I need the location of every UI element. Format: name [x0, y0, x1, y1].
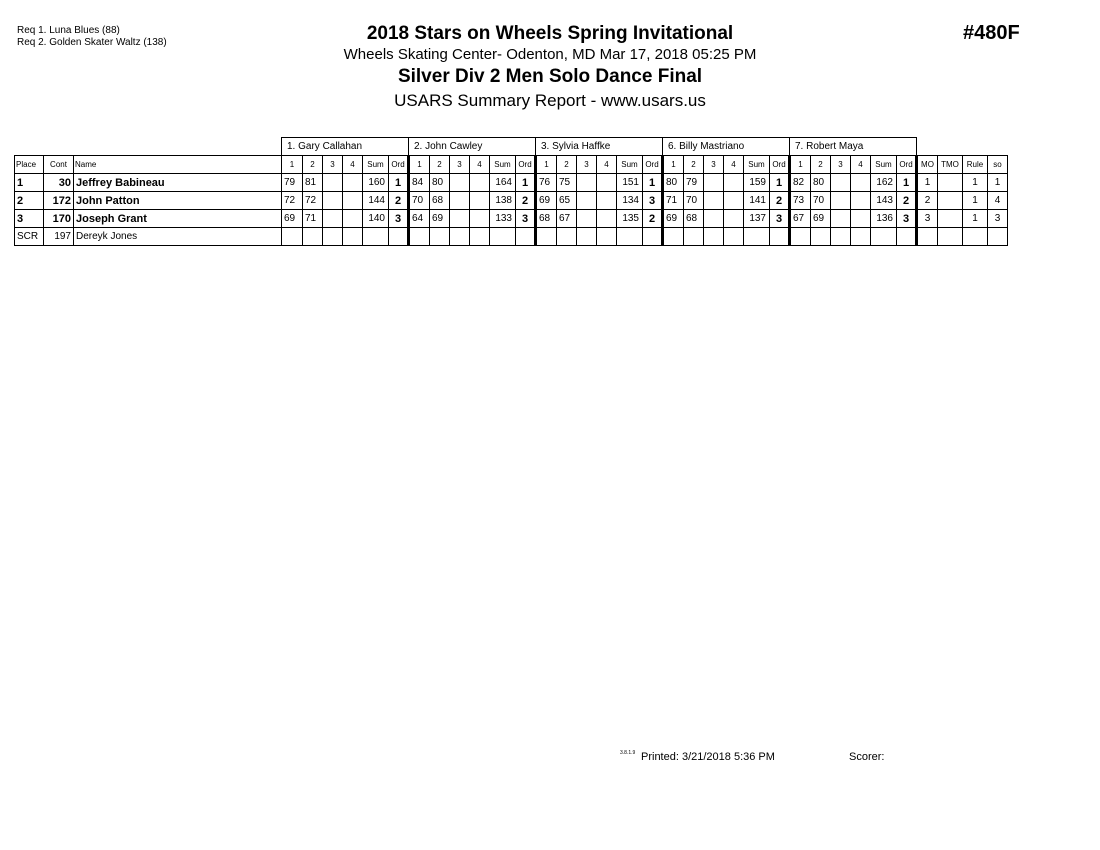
ordinal-cell: 3	[897, 210, 917, 228]
sum-cell: 159	[744, 174, 770, 192]
event-number: #480F	[963, 22, 1020, 44]
venue-date: Wheels Skating Center- Odenton, MD Mar 17, 2018 05:25 PM	[343, 46, 757, 63]
sum-cell	[871, 228, 897, 246]
tail-cell	[963, 228, 988, 246]
score-cell	[323, 228, 343, 246]
col-2: 2	[303, 156, 323, 174]
ordinal-cell: 3	[516, 210, 536, 228]
col-3: 3	[450, 156, 470, 174]
score-cell: 71	[663, 192, 684, 210]
judge-row-spacer	[917, 138, 1008, 156]
request-line-1: Req 1. Luna Blues (88)	[17, 25, 120, 36]
score-cell	[704, 228, 724, 246]
scorer-label: Scorer:	[849, 751, 885, 763]
tail-cell: 3	[917, 210, 938, 228]
judge-name: 6. Billy Mastriano	[663, 138, 790, 156]
request-line-2: Req 2. Golden Skater Waltz (138)	[17, 37, 167, 48]
table-row	[15, 210, 1008, 228]
col-so: so	[988, 156, 1008, 174]
score-cell	[790, 228, 811, 246]
col-4: 4	[851, 156, 871, 174]
score-cell: 70	[409, 192, 430, 210]
score-cell	[282, 228, 303, 246]
tail-cell: 1	[963, 210, 988, 228]
sum-cell: 141	[744, 192, 770, 210]
score-cell	[343, 174, 363, 192]
col-4: 4	[343, 156, 363, 174]
col-sum: Sum	[744, 156, 770, 174]
skater-name-cell: Jeffrey Babineau	[74, 174, 282, 192]
score-cell: 70	[811, 192, 831, 210]
score-cell: 67	[790, 210, 811, 228]
tail-cell	[938, 210, 963, 228]
score-cell: 68	[430, 192, 450, 210]
score-cell	[851, 228, 871, 246]
col-ord: Ord	[389, 156, 409, 174]
cont-cell: 197	[44, 228, 74, 246]
sum-cell: 144	[363, 192, 389, 210]
score-cell	[450, 210, 470, 228]
ordinal-cell: 3	[389, 210, 409, 228]
score-cell	[323, 192, 343, 210]
score-cell	[597, 192, 617, 210]
score-cell: 68	[536, 210, 557, 228]
col-1: 1	[282, 156, 303, 174]
sum-cell: 136	[871, 210, 897, 228]
score-cell	[724, 210, 744, 228]
score-cell	[577, 192, 597, 210]
col-ord: Ord	[516, 156, 536, 174]
score-cell	[704, 210, 724, 228]
tail-cell: 1	[963, 174, 988, 192]
col-cont: Cont	[44, 156, 74, 174]
skater-name-cell: Dereyk Jones	[74, 228, 282, 246]
col-2: 2	[684, 156, 704, 174]
score-cell	[409, 228, 430, 246]
score-cell	[577, 174, 597, 192]
score-cell	[343, 210, 363, 228]
score-cell: 69	[663, 210, 684, 228]
score-cell: 73	[790, 192, 811, 210]
score-cell: 72	[303, 192, 323, 210]
cont-cell: 30	[44, 174, 74, 192]
score-cell	[851, 210, 871, 228]
score-cell	[536, 228, 557, 246]
place-cell: 3	[15, 210, 44, 228]
score-cell	[724, 228, 744, 246]
ordinal-cell	[643, 228, 663, 246]
tail-cell: 2	[917, 192, 938, 210]
col-3: 3	[831, 156, 851, 174]
score-cell: 69	[536, 192, 557, 210]
table-row	[15, 192, 1008, 210]
col-mo: MO	[917, 156, 938, 174]
score-cell: 67	[557, 210, 577, 228]
col-3: 3	[323, 156, 343, 174]
score-cell	[450, 174, 470, 192]
score-cell	[450, 192, 470, 210]
tail-cell: 1	[917, 174, 938, 192]
ordinal-cell: 1	[389, 174, 409, 192]
judge-name: 7. Robert Maya	[790, 138, 917, 156]
col-1: 1	[663, 156, 684, 174]
score-cell	[704, 174, 724, 192]
score-cell: 71	[303, 210, 323, 228]
score-cell: 80	[663, 174, 684, 192]
place-cell: 1	[15, 174, 44, 192]
sum-cell: 151	[617, 174, 643, 192]
tail-cell	[938, 174, 963, 192]
score-cell: 69	[282, 210, 303, 228]
col-3: 3	[704, 156, 724, 174]
score-cell	[577, 228, 597, 246]
col-4: 4	[724, 156, 744, 174]
score-cell	[831, 192, 851, 210]
col-2: 2	[557, 156, 577, 174]
judge-name: 2. John Cawley	[409, 138, 536, 156]
score-cell	[323, 174, 343, 192]
col-place: Place	[15, 156, 44, 174]
col-ord: Ord	[770, 156, 790, 174]
score-cell: 79	[684, 174, 704, 192]
event-title: Silver Div 2 Men Solo Dance Final	[397, 66, 703, 87]
sum-cell: 133	[490, 210, 516, 228]
col-sum: Sum	[871, 156, 897, 174]
sum-cell	[363, 228, 389, 246]
sum-cell: 140	[363, 210, 389, 228]
sum-cell: 164	[490, 174, 516, 192]
judge-header-row	[15, 138, 1008, 156]
score-cell	[577, 210, 597, 228]
score-cell: 76	[536, 174, 557, 192]
tail-cell: 3	[988, 210, 1008, 228]
column-header-row	[15, 156, 1008, 174]
sum-cell: 135	[617, 210, 643, 228]
score-cell: 80	[430, 174, 450, 192]
col-4: 4	[597, 156, 617, 174]
score-cell	[323, 210, 343, 228]
score-cell: 81	[303, 174, 323, 192]
judge-name: 1. Gary Callahan	[282, 138, 409, 156]
results-table	[14, 137, 1008, 246]
score-cell	[831, 210, 851, 228]
col-ord: Ord	[897, 156, 917, 174]
score-cell	[470, 228, 490, 246]
col-rule: Rule	[963, 156, 988, 174]
col-1: 1	[409, 156, 430, 174]
software-version: 3.8.1.9	[620, 750, 636, 756]
sum-cell: 160	[363, 174, 389, 192]
score-cell	[343, 228, 363, 246]
report-header	[290, 22, 810, 113]
score-cell	[597, 174, 617, 192]
ordinal-cell	[389, 228, 409, 246]
score-cell	[851, 174, 871, 192]
tail-cell	[917, 228, 938, 246]
sum-cell: 137	[744, 210, 770, 228]
score-cell	[470, 174, 490, 192]
col-name: Name	[74, 156, 282, 174]
col-ord: Ord	[643, 156, 663, 174]
place-cell: 2	[15, 192, 44, 210]
ordinal-cell: 2	[643, 210, 663, 228]
ordinal-cell: 1	[516, 174, 536, 192]
ordinal-cell: 3	[643, 192, 663, 210]
ordinal-cell: 2	[389, 192, 409, 210]
cont-cell: 172	[44, 192, 74, 210]
score-cell	[684, 228, 704, 246]
tail-cell: 1	[963, 192, 988, 210]
score-cell: 80	[811, 174, 831, 192]
ordinal-cell	[897, 228, 917, 246]
table-row	[15, 174, 1008, 192]
score-cell	[851, 192, 871, 210]
sum-cell	[617, 228, 643, 246]
score-cell	[663, 228, 684, 246]
sum-cell	[490, 228, 516, 246]
cont-cell: 170	[44, 210, 74, 228]
judge-name: 3. Sylvia Haffke	[536, 138, 663, 156]
skater-name-cell: Joseph Grant	[74, 210, 282, 228]
score-cell	[831, 174, 851, 192]
col-2: 2	[811, 156, 831, 174]
score-cell	[597, 228, 617, 246]
score-cell: 84	[409, 174, 430, 192]
col-4: 4	[470, 156, 490, 174]
ordinal-cell: 1	[897, 174, 917, 192]
score-cell: 79	[282, 174, 303, 192]
tail-cell: 1	[988, 174, 1008, 192]
col-sum: Sum	[363, 156, 389, 174]
col-2: 2	[430, 156, 450, 174]
col-1: 1	[536, 156, 557, 174]
col-1: 1	[790, 156, 811, 174]
score-cell	[557, 228, 577, 246]
tail-cell: 4	[988, 192, 1008, 210]
skater-name-cell: John Patton	[74, 192, 282, 210]
place-cell: SCR	[15, 228, 44, 246]
report-subtitle: USARS Summary Report - www.usars.us	[394, 91, 706, 110]
score-cell	[430, 228, 450, 246]
col-tmo: TMO	[938, 156, 963, 174]
ordinal-cell: 2	[770, 192, 790, 210]
score-cell	[470, 210, 490, 228]
score-cell: 69	[430, 210, 450, 228]
score-cell	[343, 192, 363, 210]
score-cell	[303, 228, 323, 246]
score-cell	[450, 228, 470, 246]
col-sum: Sum	[617, 156, 643, 174]
score-cell: 69	[811, 210, 831, 228]
competition-title: 2018 Stars on Wheels Spring Invitational	[366, 23, 734, 44]
sum-cell: 134	[617, 192, 643, 210]
tail-cell	[988, 228, 1008, 246]
score-cell	[597, 210, 617, 228]
printed-timestamp: Printed: 3/21/2018 5:36 PM	[641, 751, 775, 763]
sum-cell: 143	[871, 192, 897, 210]
score-cell	[724, 174, 744, 192]
sum-cell: 162	[871, 174, 897, 192]
ordinal-cell	[770, 228, 790, 246]
ordinal-cell: 1	[770, 174, 790, 192]
ordinal-cell: 2	[897, 192, 917, 210]
ordinal-cell	[516, 228, 536, 246]
sum-cell: 138	[490, 192, 516, 210]
score-cell: 68	[684, 210, 704, 228]
score-cell: 82	[790, 174, 811, 192]
score-cell: 65	[557, 192, 577, 210]
score-cell: 72	[282, 192, 303, 210]
col-sum: Sum	[490, 156, 516, 174]
col-3: 3	[577, 156, 597, 174]
ordinal-cell: 2	[516, 192, 536, 210]
tail-cell	[938, 192, 963, 210]
score-cell	[704, 192, 724, 210]
ordinal-cell: 3	[770, 210, 790, 228]
judge-row-spacer	[15, 138, 282, 156]
score-cell	[724, 192, 744, 210]
score-cell: 70	[684, 192, 704, 210]
score-cell	[831, 228, 851, 246]
score-cell: 75	[557, 174, 577, 192]
tail-cell	[938, 228, 963, 246]
score-cell	[470, 192, 490, 210]
table-row	[15, 228, 1008, 246]
score-cell	[811, 228, 831, 246]
score-cell: 64	[409, 210, 430, 228]
sum-cell	[744, 228, 770, 246]
ordinal-cell: 1	[643, 174, 663, 192]
